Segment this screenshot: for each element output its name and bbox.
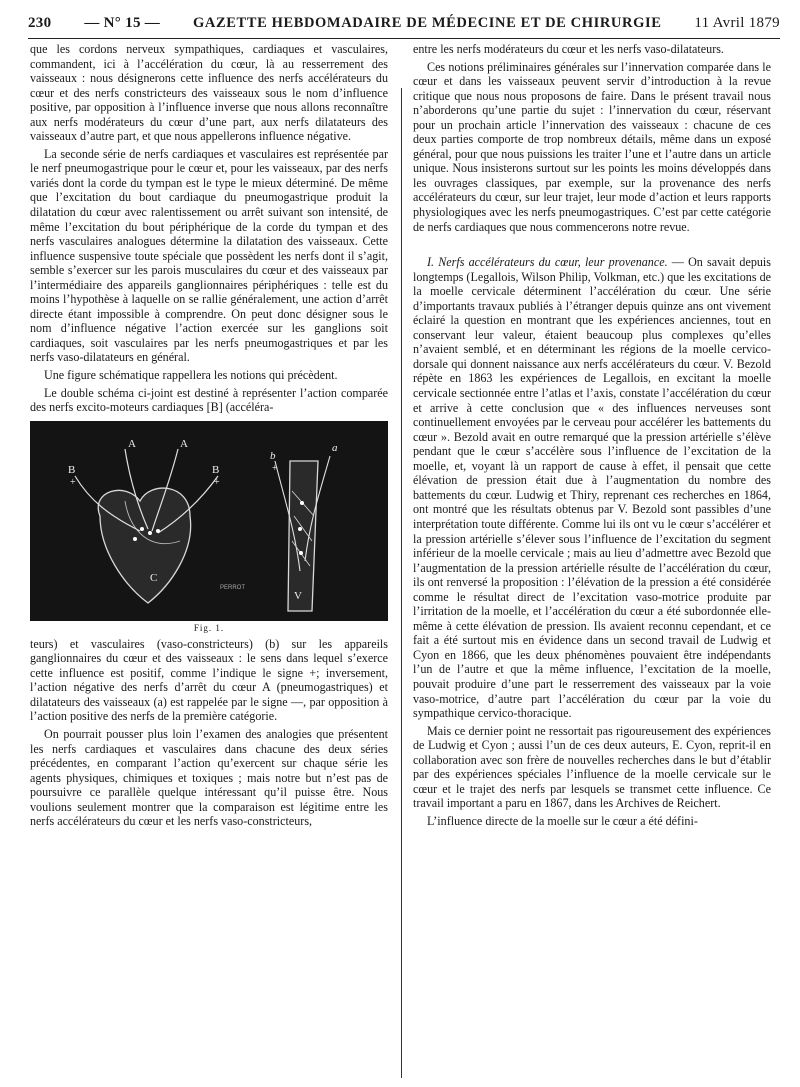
label-b-small: b [270, 449, 276, 462]
label-a-small: a [332, 441, 338, 454]
left-column [30, 42, 388, 1082]
page-header [28, 10, 780, 36]
figure-1 [30, 421, 388, 633]
figure-caption: Fig. 1. [193, 622, 225, 633]
paragraph: On pourrait pousser plus loin l’examen des analogies que présentent les nerfs cardiaques et vasculaires dans chacune des deux séries précédentes, en comparant l’action qu’exercent sur chaque série les agents physiques, chimiques et toxiques ; mais notre but n’est pas de poursuivre ce parallèle quelque intéressant qu’il puisse être. Nous voulions seulement montrer que la comparaison est légitime entre les nerfs accélérateurs du cœur et les nerfs vaso-constricteurs, [30, 726, 388, 829]
paragraph: Ces notions préliminaires générales sur l’innervation comparée dans le cœur et dans les vaisseaux peuvent servir d’introduction à la revue critique que nous nous proposons de faire. Dans le présent travail nous n’aborderons qu’une partie du sujet : l’innervation du cœur, réservant pour un prochain article l’innervation des vaisseaux : chacune de ces deux parties comporte de trop nombreux détails, même dans un exposé général, pour que nous puissions les traiter l’une et l’autre dans un article unique. Nous insisterons surtout sur les points les moins développés dans les ouvrages classiques, par exemple, sur la provenance des nerfs accélérateurs du cœur, sur leur trajet, leur mode d’action et leurs rapports physiologiques avec les nerfs pneumogastriques. C’est par cette catégorie de nerfs cardiaques que nous commencerons notre revue. [413, 59, 771, 234]
vessel-drawing [288, 461, 318, 611]
label-b-right: B [212, 463, 220, 476]
svg-text:+: + [214, 476, 220, 488]
engraver-signature: PERROT [220, 584, 246, 591]
paragraph: L’influence directe de la moelle sur le cœur a été défini- [427, 813, 698, 828]
section-spacer [413, 237, 771, 255]
paragraph: La seconde série de nerfs cardiaques et vasculaires est représentée par le nerf pneumogastrique pour le cœur et, pour les vaisseaux, par des nerfs variés dont la corde du tympan est le type le mieux déterminé. De même que l’excitation du bout cardiaque du pneumogastrique produit la dilatation du cœur avec ralentissement ou arrêt suivant son intensité, de même l’excitation du bout périphérique de la corde du tympan et des nerfs vasculaires analogues détermine la dilatation des vaisseaux. Cette influence suspensive toute spéciale que possèdent les nerfs dont il s’agit, semble s’exercer sur les parois musculaires du cœur et des vaisseaux par l’intermédiaire des appareils ganglionnaires périphériques : telle est du moins l’hypothèse à laquelle on se rallie généralement, une action d’arrêt directe étant impossible à comprendre. On peut donc désigner sous le nom d’influence négative l’action exercée sur les ganglions soit cardiaques, soit vasculaires par les nerfs pneumogastriques et par les nerfs vaso-dilatateurs en général. [30, 146, 388, 365]
nerve-schema-illustration [30, 421, 388, 621]
label-a-right: A [180, 437, 188, 450]
journal-title: GAZETTE HEBDOMADAIRE DE MÉDECINE ET DE CHIRURGIE [193, 14, 662, 31]
label-a-left: A [128, 437, 136, 450]
svg-text:+: + [70, 476, 76, 488]
svg-text:+: + [272, 462, 278, 474]
paragraph: entre les nerfs modérateurs du cœur et les nerfs vaso-dilatateurs. [413, 42, 724, 56]
paragraph: Le double schéma ci-joint est destiné à représenter l’action comparée des nerfs excito-moteurs cardiaques [B] (accéléra- [30, 385, 388, 415]
column-divider [401, 88, 402, 1078]
issue-number: — N° 15 — [84, 14, 161, 31]
label-b-left: B [68, 463, 76, 476]
right-column [413, 42, 771, 1082]
paragraph: que les cordons nerveux sympathiques, cardiaques et vasculaires, commandent, ici à l’accélération du cœur, là au resserrement des vaisseaux : nous désignerons cette influence des nerfs accélérateurs du cœur et des nerfs constricteurs des vaisseaux sous le nom d’influence positive, par opposition à l’influence inverse que nous allons reconnaître aux nerfs modérateurs du cœur d’une part, aux nerfs dilatateurs des vaisseaux d’autre part, et que nous appellerons influence négative. [30, 42, 388, 144]
header-rule [28, 38, 780, 39]
label-v: V [294, 589, 302, 602]
paragraph: Mais ce dernier point ne ressortait pas rigoureusement des expériences de Ludwig et Cyon ; aussi l’un de ces deux auteurs, E. Cyon, reprit-il en collaboration avec son frère de nouvelles recherches dans le but d’établir par des expériences spéciales l’influence de la moelle cervicale sur le cœur et le trajet des nerfs par lesquels se transmet cette influence. Ce travail important a paru en 1867, dans les Archives de Reichert. [413, 723, 771, 811]
section-text: — On savait depuis longtemps (Legallois, Wilson Philip, Volkman, etc.) que les excitations de la moelle cervicale déterminent l’accélération du cœur. Une série d’importants travaux publiés à l’étranger depuis quinze ans ont vivement éclairé la question en montrant que les expériences anciennes, tout en conservant leur valeur, étaient beaucoup plus complexes qu’elles n’avaient semblé, et en déterminant les régions de la moelle cervico-dorsale qui donnent naissance aux nerfs accélérateurs du cœur. V. Bezold répète en 1863 les expériences de Legallois, en excitant la moelle cervicale sectionnée entre l’atlas et l’axis, constate l’accélération du cœur et arrive à cette conclusion que « des influences nerveuses sont continuellement envoyées par le cerveau pour accélérer les battements du cœur ». Bezold avait en outre remarqué que la pression artérielle s’élève pendant que le cœur s’accélère sous l’influence de l’excitation de la moelle, et, voyant là un rapport de cause à effet, il pensait que cette élévation de pression était due à l’augmentation du nombre des battements du cœur. Ludwig et Thiry, reprenant ces recherches en 1864, ont montré que les résultats obtenus par V. Bezold sont passibles d’une interprétation toute différente. Comme lui ils ont vu le cœur s’accélérer et la pression artérielle s’élever sous l’influence de l’excitation du segment inférieur de la moelle cervicale ; mais au lieu d’admettre avec Bezold que l’augmentation de la pression artérielle résulte de l’accélération du cœur, ils ont renversé la proposition : l’élévation de la pression a été considérée comme le résultat direct de l’excitation vaso-motrice produite par l’irritation de la moelle, et l’accélération du cœur a été subordonnée elle-même à cette élévation de pression. Ils avaient reconnu cependant, et ce fait a été surtout mis en évidence dans un second travail de Ludwig et Cyon en 1866, que les deux phénomènes pouvaient être indépendants l’un de l’autre et que la même influence, l’excitation de la moelle, pouvait produire d’une part le resserrement des vaisseaux par la voie vaso-motrice, d’autre part l’accélération du cœur par la voie du sympathique cervico-thoracique. [413, 255, 771, 721]
section-heading: I. Nerfs accélérateurs du cœur, leur provenance. [427, 255, 668, 270]
paragraph: teurs) et vasculaires (vaso-constricteurs) (b) sur les appareils ganglionnaires du cœur et des vaisseaux : le sens dans lequel s’exerce cette influence est positif, comme l’indique le signe +; inversement, l’action négative des nerfs d’arrêt du cœur A (pneumogastriques) et dilatateurs des vaisseaux (a) est rappelée par le signe —, par opposition à l’action positive des nerfs de la première catégorie. [30, 636, 388, 724]
issue-date: 11 Avril 1879 [694, 14, 780, 31]
page-number: 230 [28, 14, 52, 31]
label-c: C [150, 571, 158, 584]
paragraph: Une figure schématique rappellera les notions qui précèdent. [44, 368, 338, 383]
section-paragraph [413, 255, 771, 721]
